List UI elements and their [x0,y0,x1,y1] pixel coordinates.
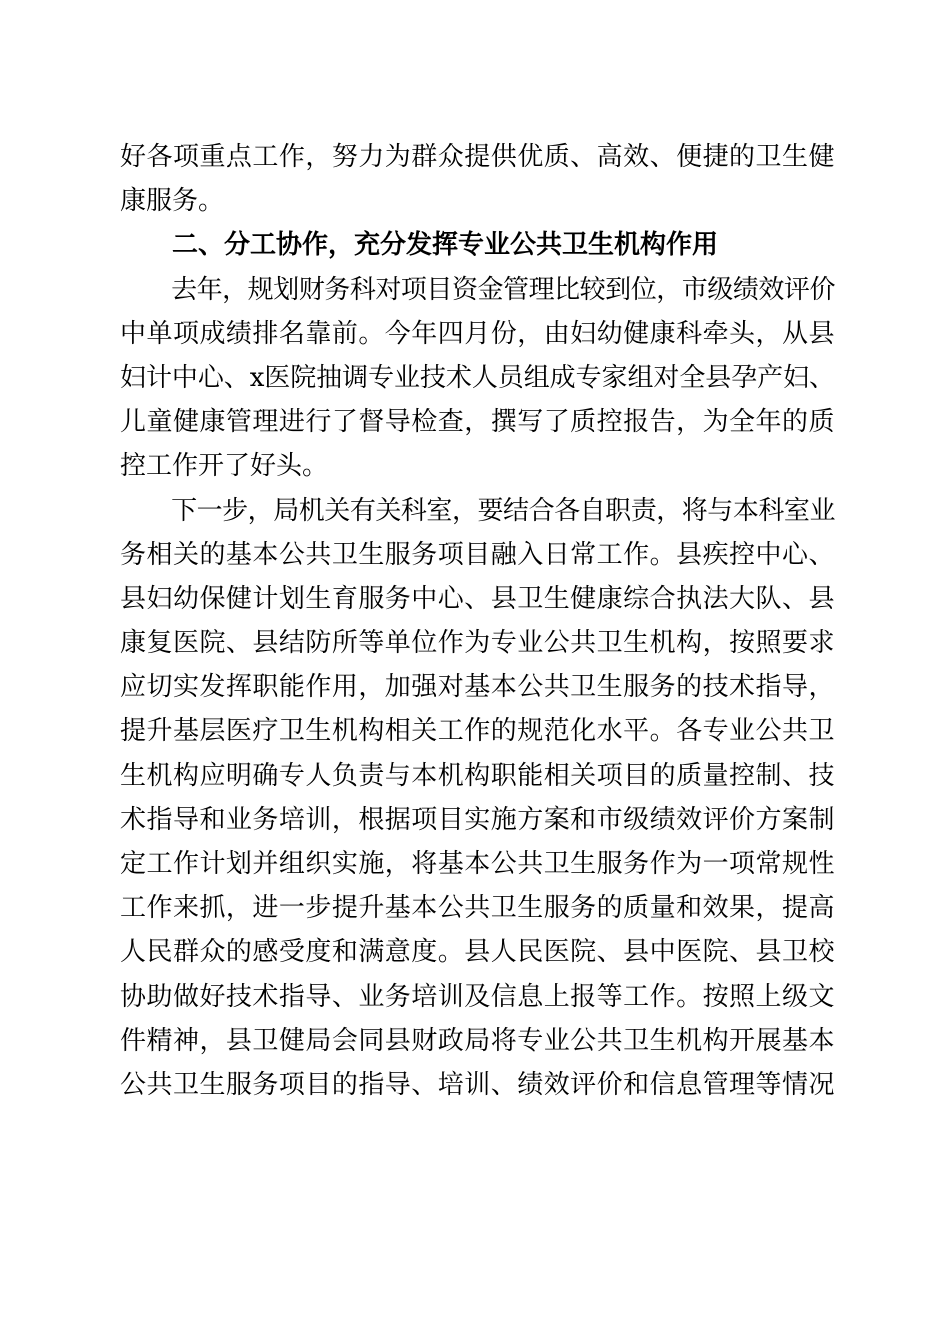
text-line: 件精神，县卫健局会同县财政局将专业公共卫生机构开展基本 [120,1025,835,1056]
text-line: 务相关的基本公共卫生服务项目融入日常工作。县疾控中心、 [120,539,835,570]
text-line: 下一步，局机关有关科室，要结合各自职责，将与本科室业 [120,495,835,526]
text-line: 定工作计划并组织实施，将基本公共卫生服务作为一项常规性 [120,849,835,879]
text-line: 去年，规划财务科对项目资金管理比较到位，市级绩效评价 [120,274,835,305]
text-line: 好各项重点工作，努力为群众提供优质、高效、便捷的卫生健 [120,142,835,172]
text-line: 应切实发挥职能作用，加强对基本公共卫生服务的技术指导， [120,672,835,703]
text-line: 儿童健康管理进行了督导检查，撰写了质控报告，为全年的质 [120,407,835,438]
text-line: 中单项成绩排名靠前。今年四月份，由妇幼健康科牵头，从县 [120,318,835,349]
text-line: 康服务。 [120,186,225,217]
text-line: 县妇幼保健计划生育服务中心、县卫生健康综合执法大队、县 [120,583,835,614]
text-line: 康复医院、县结防所等单位作为专业公共卫生机构，按照要求 [120,628,835,659]
text-line: 公共卫生服务项目的指导、培训、绩效评价和信息管理等情况 [120,1069,835,1100]
section-heading: 二、分工协作，充分发挥专业公共卫生机构作用 [120,230,719,261]
text-line: 提升基层医疗卫生机构相关工作的规范化水平。各专业公共卫 [120,716,835,747]
text-line: 生机构应明确专人负责与本机构职能相关项目的质量控制、技 [120,760,835,791]
body-text [120,135,835,1107]
text-line: 工作来抓，进一步提升基本公共卫生服务的质量和效果，提高 [120,893,835,924]
text-line: 妇计中心、x医院抽调专业技术人员组成专家组对全县孕产妇、 [120,362,835,393]
text-line: 协助做好技术指导、业务培训及信息上报等工作。按照上级文 [120,981,835,1012]
text-line: 人民群众的感受度和满意度。县人民医院、县中医院、县卫校 [120,937,835,968]
text-line: 控工作开了好头。 [120,451,329,482]
text-line: 术指导和业务培训，根据项目实施方案和市级绩效评价方案制 [120,804,835,835]
